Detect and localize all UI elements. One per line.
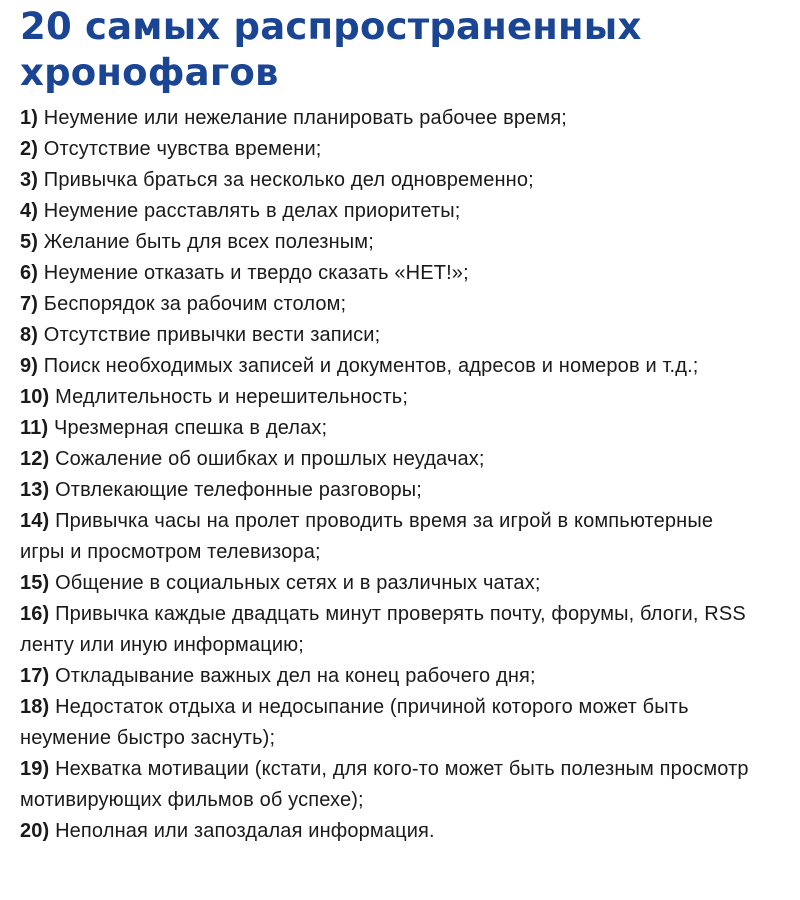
- item-text: Нехватка мотивации (кстати, для кого-то может быть полезным просмотр мотивирующих фильмов об успехе);: [20, 758, 749, 811]
- chronophage-list: [20, 103, 780, 847]
- item-text: Привычка часы на пролет проводить время за игрой в компьютерные игры и просмотром телевизора;: [20, 510, 714, 563]
- list-item: [20, 320, 760, 351]
- item-text: Неполная или запоздалая информация.: [49, 820, 435, 842]
- list-item: [20, 599, 760, 661]
- item-text: Неумение или нежелание планировать рабочее время;: [38, 107, 567, 129]
- list-item: [20, 103, 760, 134]
- item-number: 11): [20, 417, 49, 439]
- list-item: [20, 351, 760, 382]
- item-number: 13): [20, 479, 50, 501]
- item-text: Чрезмерная спешка в делах;: [48, 417, 328, 439]
- item-number: 14): [20, 510, 50, 532]
- item-number: 5): [20, 231, 39, 253]
- list-item: [20, 382, 760, 413]
- list-item: [20, 661, 760, 692]
- list-item: [20, 134, 760, 165]
- list-item: [20, 754, 760, 816]
- list-item: [20, 413, 760, 444]
- list-item: [20, 196, 760, 227]
- item-text: Поиск необходимых записей и документов, адресов и номеров и т.д.;: [38, 355, 699, 377]
- item-number: 1): [20, 107, 39, 129]
- item-text: Сожаление об ошибках и прошлых неудачах;: [49, 448, 485, 470]
- item-number: 4): [20, 200, 39, 222]
- list-item: [20, 816, 760, 847]
- item-text: Желание быть для всех полезным;: [38, 231, 374, 253]
- item-text: Отвлекающие телефонные разговоры;: [49, 479, 422, 501]
- item-number: 9): [20, 355, 39, 377]
- item-text: Неумение отказать и твердо сказать «НЕТ!»;: [38, 262, 469, 284]
- item-text: Недостаток отдыха и недосыпание (причиной которого может быть неумение быстро заснуть);: [20, 696, 689, 749]
- list-item: [20, 227, 760, 258]
- item-number: 7): [20, 293, 39, 315]
- item-number: 19): [20, 758, 50, 780]
- list-item: [20, 506, 760, 568]
- list-item: [20, 444, 760, 475]
- list-item: [20, 568, 760, 599]
- item-text: Медлительность и нерешительность;: [49, 386, 409, 408]
- item-number: 17): [20, 665, 50, 687]
- item-text: Отсутствие чувства времени;: [38, 138, 322, 160]
- list-item: [20, 692, 760, 754]
- list-item: [20, 289, 760, 320]
- item-text: Общение в социальных сетях и в различных чатах;: [49, 572, 541, 594]
- item-number: 6): [20, 262, 39, 284]
- list-item: [20, 258, 760, 289]
- item-number: 20): [20, 820, 50, 842]
- item-text: Привычка каждые двадцать минут проверять почту, форумы, блоги, RSS ленту или иную информацию;: [20, 603, 746, 656]
- item-number: 12): [20, 448, 50, 470]
- item-text: Неумение расставлять в делах приоритеты;: [38, 200, 461, 222]
- item-number: 18): [20, 696, 50, 718]
- item-text: Отсутствие привычки вести записи;: [38, 324, 381, 346]
- item-number: 8): [20, 324, 39, 346]
- item-number: 15): [20, 572, 50, 594]
- item-text: Откладывание важных дел на конец рабочего дня;: [49, 665, 536, 687]
- item-text: Привычка браться за несколько дел одновременно;: [38, 169, 534, 191]
- item-number: 10): [20, 386, 50, 408]
- item-number: 2): [20, 138, 39, 160]
- item-text: Беспорядок за рабочим столом;: [38, 293, 347, 315]
- item-number: 3): [20, 169, 39, 191]
- list-item: [20, 165, 760, 196]
- page-title: 20 самых распространенных хронофагов: [20, 5, 642, 94]
- item-number: 16): [20, 603, 50, 625]
- list-item: [20, 475, 760, 506]
